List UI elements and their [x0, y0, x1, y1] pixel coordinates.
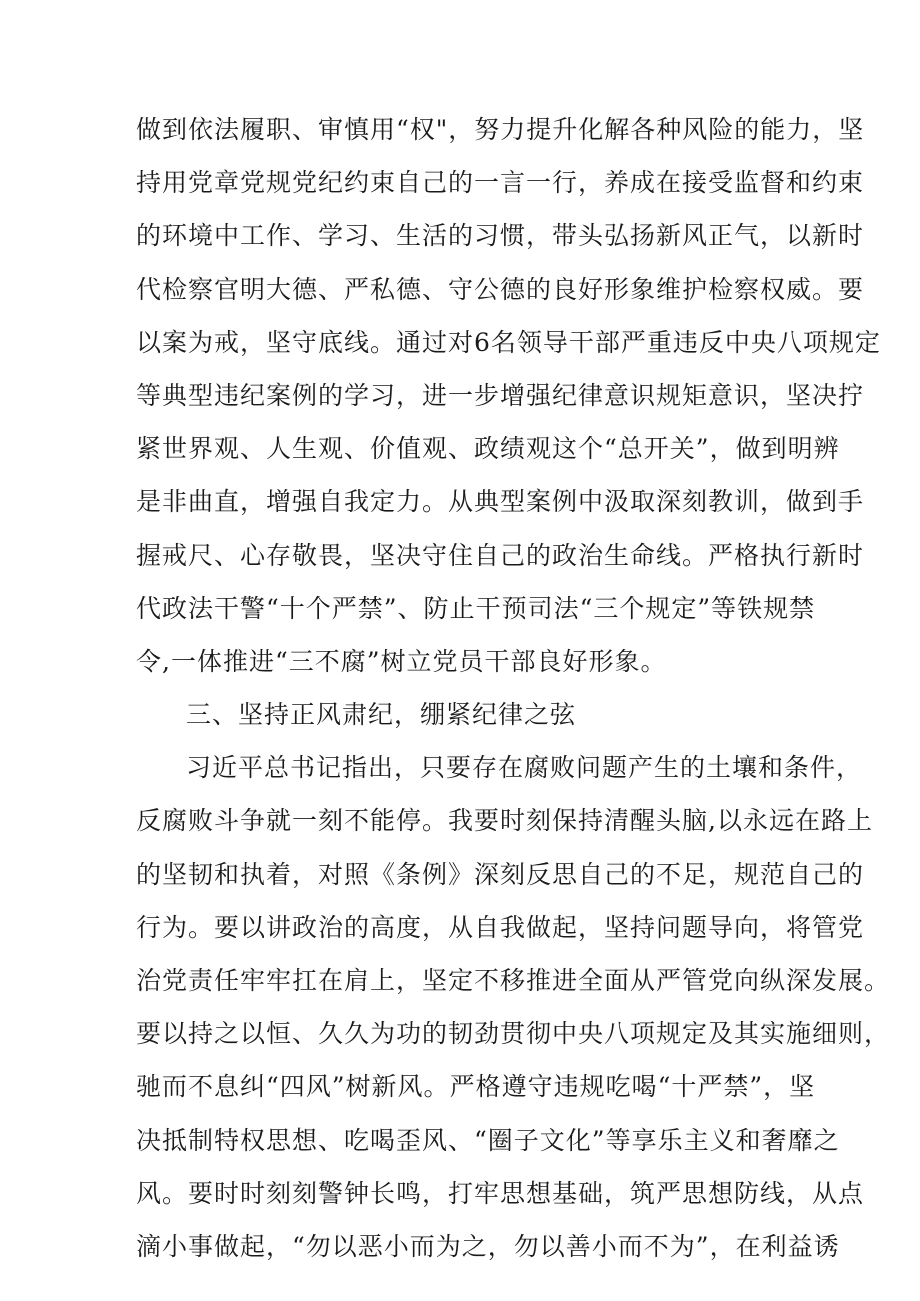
text-line: 紧世界观、人生观、价值观、政绩观这个“总开关”，做到明辨 [136, 434, 840, 464]
text-line: 的环境中工作、学习、生活的习惯，带头弘扬新风正气，以新时 [136, 221, 865, 251]
text-line: 驰而不息纠“四风”树新风。严格遵守违规吃喝“十严禁”，坚 [136, 1072, 816, 1102]
text-line: 反腐败斗争就一刻不能停。我要时刻保持清醒头脑,以永远在路上 [136, 806, 873, 836]
document-body [136, 103, 891, 1273]
text-line: 的坚韧和执着，对照《条例》深刻反思自己的不足，规范自己的 [136, 859, 865, 889]
section-heading: 三、坚持正风肃纪，绷紧纪律之弦 [186, 700, 577, 730]
text-line: 风。要时时刻刻警钟长鸣，打牢思想基础，筑严思想防线，从点 [136, 1178, 865, 1208]
text-line: 习近平总书记指出，只要存在腐败问题产生的土壤和条件， [186, 753, 863, 783]
text-line: 滴小事做起，“勿以恶小而为之，勿以善小而不为”，在利益诱 [136, 1231, 840, 1261]
text-line: 是非曲直，增强自我定力。从典型案例中汲取深刻教训，做到手 [136, 487, 865, 517]
text-line: 等典型违纪案例的学习，进一步增强纪律意识规矩意识，坚决拧 [136, 380, 865, 410]
text-line: 做到依法履职、审慎用“权"，努力提升化解各种风险的能力，坚 [136, 115, 865, 144]
text-line: 要以持之以恒、久久为功的韧劲贯彻中央八项规定及其实施细则， [136, 1019, 891, 1049]
text-line: 治党责任牢牢扛在肩上，坚定不移推进全面从严管党向纵深发展。 [136, 966, 891, 995]
text-line: 令,一体推进“三不腐”树立党员干部良好形象。 [136, 646, 667, 676]
text-line: 握戒尺、心存敬畏，坚决守住自己的政治生命线。严格执行新时 [136, 540, 865, 570]
text-line: 决抵制特权思想、吃喝歪风、“圈子文化”等享乐主义和奢靡之 [136, 1125, 840, 1155]
text-line: 代检察官明大德、严私德、守公德的良好形象维护检察权威。要 [136, 274, 865, 304]
text-line: 以案为戒，坚守底线。通过对6名领导干部严重违反中央八项规定 [136, 327, 881, 357]
text-line: 持用党章党规党纪约束自己的一言一行，养成在接受监督和约束 [136, 168, 865, 198]
text-line: 代政法干警“十个严禁”、防止干预司法“三个规定”等铁规禁 [136, 593, 816, 623]
text-line: 行为。要以讲政治的高度，从自我做起，坚持问题导向，将管党 [136, 912, 865, 942]
